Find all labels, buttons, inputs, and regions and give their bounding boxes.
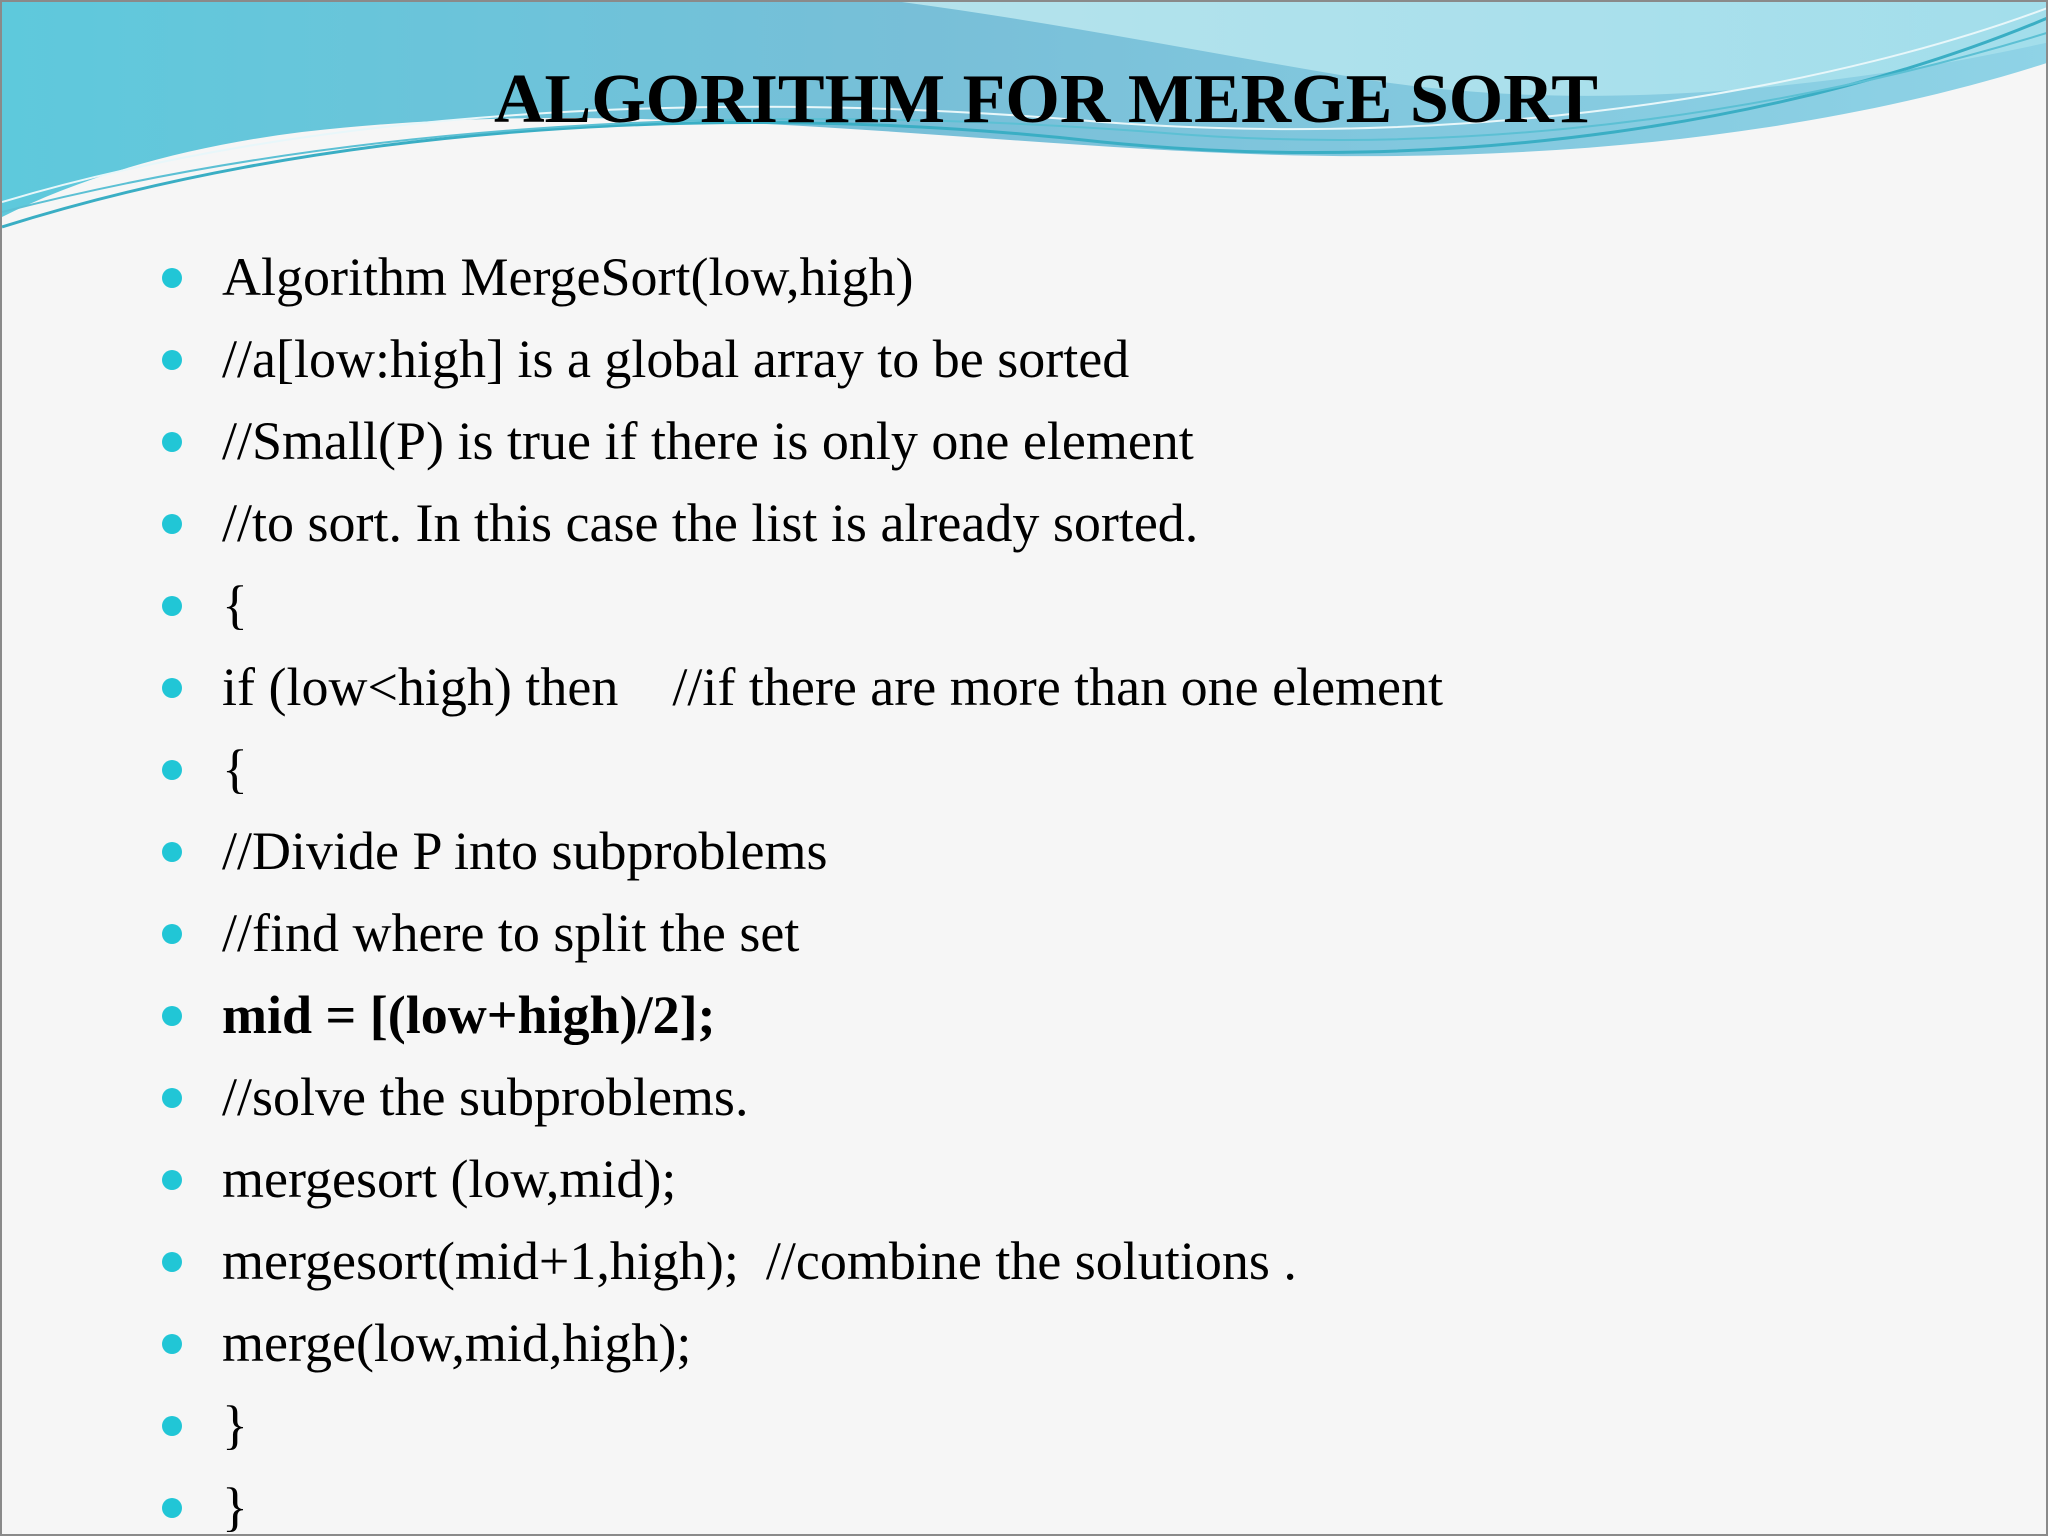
bullet-dot-icon [162, 1088, 182, 1108]
bullet-dot-icon [162, 924, 182, 944]
bullet-line [160, 494, 1443, 576]
bullet-dot-icon [162, 596, 182, 616]
bullet-text: mid = [(low+high)/2]; [222, 985, 716, 1045]
bullet-text: mergesort (low,mid); [222, 1149, 677, 1209]
slide-title: ALGORITHM FOR MERGE SORT [493, 61, 1598, 138]
bullet-text: //Divide P into subproblems [222, 821, 828, 881]
bullet-line [160, 904, 1443, 986]
bullet-text: Algorithm MergeSort(low,high) [222, 247, 914, 307]
bullet-dot-icon [162, 1416, 182, 1436]
bullet-text: //solve the subproblems. [222, 1067, 749, 1127]
bullet-line [160, 1396, 1443, 1478]
bullet-line [160, 822, 1443, 904]
bullet-dot-icon [162, 514, 182, 534]
bullet-text: //find where to split the set [222, 903, 800, 963]
bullet-line [160, 248, 1443, 330]
bullet-line [160, 1150, 1443, 1232]
bullet-line [160, 1314, 1443, 1396]
bullet-line [160, 740, 1443, 822]
bullet-line [160, 412, 1443, 494]
bullet-dot-icon [162, 268, 182, 288]
bullet-line [160, 1232, 1443, 1314]
bullet-line [160, 576, 1443, 658]
bullet-text: //a[low:high] is a global array to be sorted [222, 329, 1130, 389]
bullet-text: merge(low,mid,high); [222, 1313, 692, 1373]
bullet-line [160, 1068, 1443, 1150]
bullet-dot-icon [162, 432, 182, 452]
bullet-line [160, 986, 1443, 1068]
bullet-text: if (low<high) then //if there are more than one element [222, 657, 1444, 717]
bullet-dot-icon [162, 1498, 182, 1518]
bullet-text: //Small(P) is true if there is only one element [222, 411, 1194, 471]
bullet-dot-icon [162, 678, 182, 698]
bullet-text: { [222, 739, 248, 799]
bullet-dot-icon [162, 1334, 182, 1354]
bullet-text: mergesort(mid+1,high); //combine the solutions . [222, 1231, 1297, 1291]
bullet-dot-icon [162, 350, 182, 370]
bullet-dot-icon [162, 1170, 182, 1190]
bullet-dot-icon [162, 1252, 182, 1272]
algorithm-bullet-list [160, 248, 1443, 1536]
bullet-line [160, 1478, 1443, 1536]
bullet-text: { [222, 575, 248, 635]
bullet-text: } [222, 1477, 248, 1536]
bullet-text: //to sort. In this case the list is already sorted. [222, 493, 1199, 553]
bullet-line [160, 330, 1443, 412]
bullet-line [160, 658, 1443, 740]
bullet-dot-icon [162, 1006, 182, 1026]
bullet-dot-icon [162, 842, 182, 862]
bullet-dot-icon [162, 760, 182, 780]
bullet-text: } [222, 1395, 248, 1455]
